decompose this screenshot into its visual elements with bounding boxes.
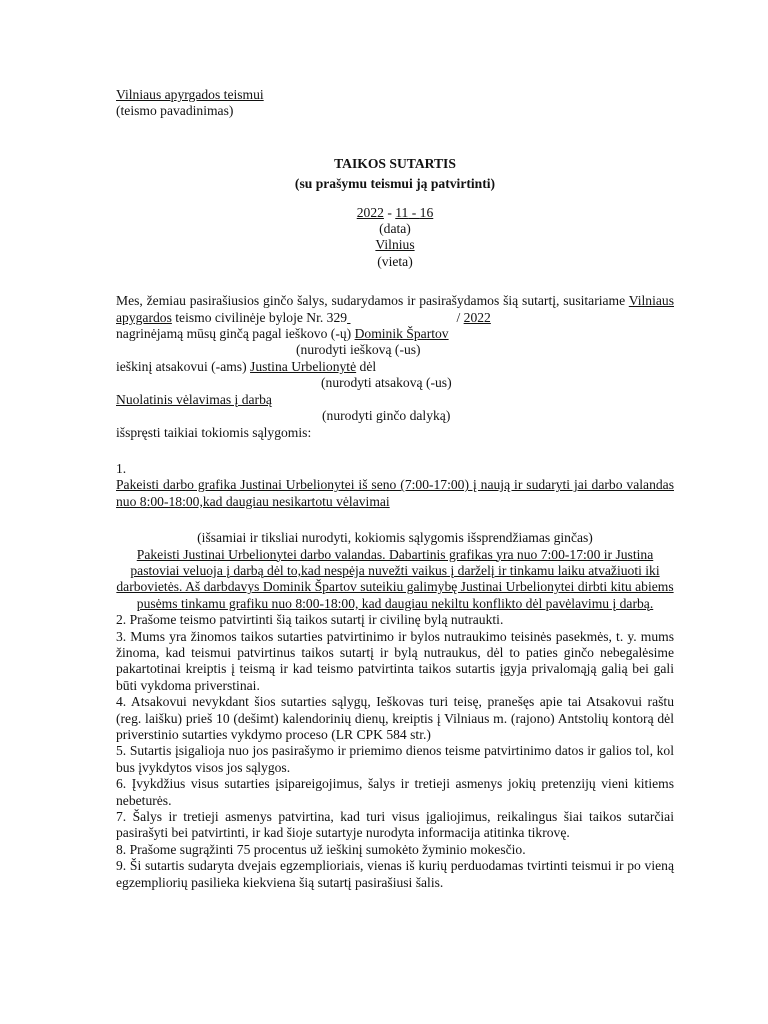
intro-court-ref: Vilniaus apygardos bbox=[116, 293, 674, 325]
court-name-hint: (teismo pavadinimas) bbox=[116, 103, 234, 119]
term-1-hint: (išsamiai ir tiksliai nurodyti, kokiomis sąlygomis išsprendžiamas ginčas) bbox=[197, 530, 593, 546]
term-2: 2. Prašome teismo patvirtinti šią taikos sutartį ir civilinę bylą nutraukti. bbox=[116, 612, 504, 628]
intro-line3-pre: nagrinėjamą mūsų ginčą pagal ieškovo (-ų) bbox=[116, 326, 355, 342]
intro-paragraph bbox=[116, 293, 674, 326]
term-4: 4. Atsakovui nevykdant šios sutarties sąlygų, Ieškovas turi teisę, pranešęs apie tai Atsakovui raštu (reg. laišku) prieš 10 (dešimt) kalendorinių dienų, kreiptis į Vilniaus m. (rajono) Antstolių kontorą dėl priverstinio sutarties vykdymo proceso (LR CPK 584 str.) bbox=[116, 694, 674, 742]
plaintiff-name: Dominik Špartov bbox=[354, 326, 449, 342]
intro-text-1: Mes, žemiau pasirašiusios ginčo šalys, sudarydamos ir pasirašydamos šią sutartį, susitariame bbox=[116, 293, 629, 309]
term-7: 7. Šalys ir tretieji asmenys patvirtina, kad turi visus įgaliojimus, reikalingus šiai taikos sutarčiai pasirašyti bei patvirtinti, ir kad šioje sutartyje nurodyta informacija atitinka tikrovę. bbox=[116, 809, 674, 841]
court-name: Vilniaus apyrgados teismui bbox=[116, 87, 264, 102]
date-year: 2022 bbox=[356, 204, 384, 220]
document-subtitle: (su prašymu teismui ją patvirtinti) bbox=[294, 176, 496, 192]
place-hint: (vieta) bbox=[377, 253, 413, 269]
date-sep-1: - bbox=[383, 204, 396, 220]
date-sep-2: - bbox=[408, 204, 420, 220]
term-1-number: 1. bbox=[116, 460, 127, 476]
defendant-hint: (nurodyti atsakovą (-us) bbox=[321, 375, 452, 391]
dispute-subject: Nuolatinis vėlavimas į darbą bbox=[116, 391, 272, 407]
term-5: 5. Sutartis įsigalioja nuo jos pasirašymo ir priemimo dienos teisme patvirtinimo datos ir galios tol, kol bus įvykdytos visos jos sąlygos. bbox=[116, 743, 674, 775]
intro-plaintiff-line bbox=[116, 326, 674, 342]
intro-defendant-line bbox=[116, 359, 674, 375]
case-year: 2022 bbox=[463, 309, 491, 325]
case-sep: / bbox=[453, 309, 464, 325]
term-8: 8. Prašome sugrąžinti 75 procentus už ieškinį sumokėto žyminio mokesčio. bbox=[116, 841, 526, 857]
intro-line5-post: dėl bbox=[356, 358, 377, 374]
date-hint: (data) bbox=[379, 221, 411, 237]
case-number-blank bbox=[347, 310, 453, 326]
intro-line5-pre: ieškinį atsakovui (-ams) bbox=[116, 358, 251, 374]
document-title: TAIKOS SUTARTIS bbox=[334, 155, 456, 171]
term-3: 3. Mums yra žinomos taikos sutarties patvirtinimo ir bylos nutraukimo teisinės pasekmės, t. y. mums žinoma, kad teismui patvirtinus taikos sutartį ir bylą nutraukus, dėl to paties ginčo nebegalėsime pakartotinai kreiptis į teismą ir kad teismo patvirtinta taikos sutartis įgyja privalomąją galią bei gali būti vykdoma priverstinai. bbox=[116, 628, 674, 693]
term-6: 6. Įvykdžius visus sutarties įsipareigojimus, šalys ir tretieji asmenys jokių pretenzijų vieni kitiems nebeturės. bbox=[116, 776, 674, 808]
date-day: 16 bbox=[419, 204, 434, 220]
document-body bbox=[116, 87, 674, 891]
term-9: 9. Ši sutartis sudaryta dvejais egzemplioriais, vienas iš kurių perduodamas tvirtinti teismui ir po vieną egzempliorių pasilieka kiekviena šią sutartį pasirašiusi šalis. bbox=[116, 858, 674, 890]
date-month: 11 bbox=[395, 204, 409, 220]
intro-closing: išspręsti taikiai tokiomis sąlygomis: bbox=[116, 424, 312, 440]
intro-text-2: teismo civilinėje byloje Nr. 329 bbox=[171, 309, 348, 325]
subject-hint: (nurodyti ginčo dalyką) bbox=[322, 408, 451, 424]
defendant-name: Justina Urbelionytė bbox=[250, 358, 357, 374]
document-date bbox=[116, 205, 674, 221]
document-place: Vilnius bbox=[375, 237, 415, 253]
term-1-detail: Pakeisti Justinai Urbelionytei darbo valandas. Dabartinis grafikas yra nuo 7:00-17:00 ir Justina pastoviai veluoja į darbą dėl to,kad nespėja nuvežti vaikus į darželį ir tinkamu laiku atvažiuoti iki darbovietės. Aš darbdavys Dominik Špartov suteikiu galimybę Justinai Urbelionytei dirbti kitu abiems pusėms tinkamu grafiku nuo 8:00-18:00, kad daugiau nekiltu konflikto dėl pavėlavimu į darbą. bbox=[116, 546, 674, 611]
term-1-text: Pakeisti darbo grafika Justinai Urbelionytei iš seno (7:00-17:00) į naują ir sudaryti jai darbo valandas nuo 8:00-18:00,kad daugiau nesikartotu vėlavimai bbox=[116, 477, 674, 509]
plaintiff-hint: (nurodyti ieškovą (-us) bbox=[296, 342, 421, 358]
